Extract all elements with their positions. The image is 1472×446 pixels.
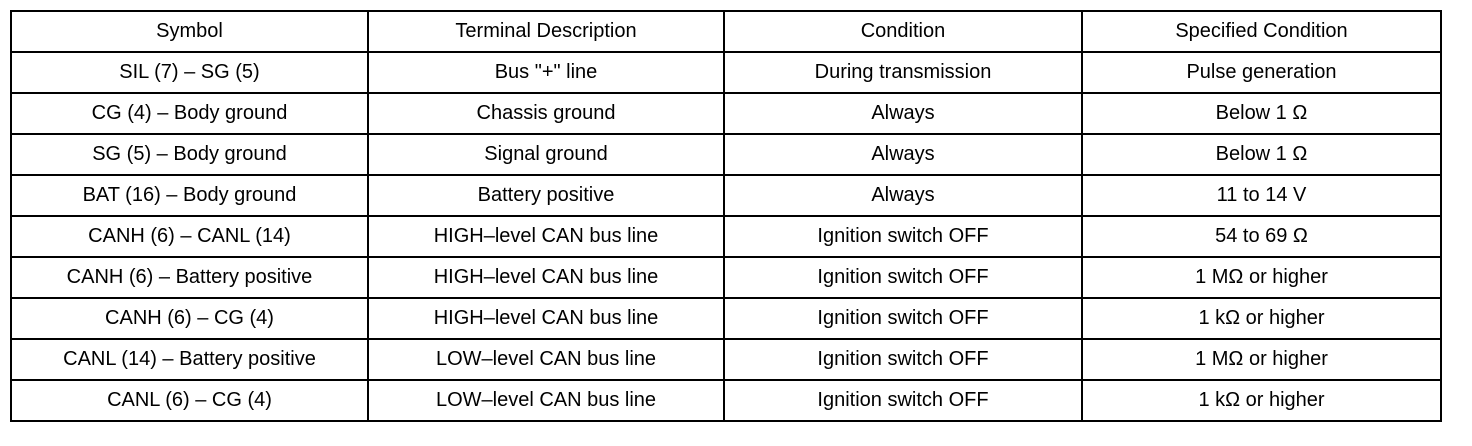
table-row [11, 216, 1441, 257]
cell-symbol: SIL (7) – SG (5) [11, 52, 368, 93]
cell-specified-condition: 1 MΩ or higher [1082, 257, 1441, 298]
cell-specified-condition: Below 1 Ω [1082, 134, 1441, 175]
cell-symbol: CANL (6) – CG (4) [11, 380, 368, 421]
cell-condition: Ignition switch OFF [724, 257, 1082, 298]
cell-terminal-description: Battery positive [368, 175, 724, 216]
header-specified-condition: Specified Condition [1082, 11, 1441, 52]
table-header-row [11, 11, 1441, 52]
table-row [11, 175, 1441, 216]
cell-condition: Always [724, 93, 1082, 134]
cell-condition: Ignition switch OFF [724, 380, 1082, 421]
cell-specified-condition: 1 kΩ or higher [1082, 298, 1441, 339]
cell-condition: Ignition switch OFF [724, 216, 1082, 257]
cell-symbol: CG (4) – Body ground [11, 93, 368, 134]
header-condition: Condition [724, 11, 1082, 52]
cell-symbol: CANH (6) – CG (4) [11, 298, 368, 339]
cell-specified-condition: 1 MΩ or higher [1082, 339, 1441, 380]
cell-condition: Ignition switch OFF [724, 339, 1082, 380]
table-row [11, 298, 1441, 339]
table-row [11, 339, 1441, 380]
cell-terminal-description: HIGH–level CAN bus line [368, 257, 724, 298]
table-row [11, 52, 1441, 93]
cell-condition: Always [724, 134, 1082, 175]
table-row [11, 380, 1441, 421]
cell-symbol: SG (5) – Body ground [11, 134, 368, 175]
cell-terminal-description: Bus "+" line [368, 52, 724, 93]
cell-terminal-description: HIGH–level CAN bus line [368, 216, 724, 257]
cell-specified-condition: 54 to 69 Ω [1082, 216, 1441, 257]
table-row [11, 93, 1441, 134]
cell-symbol: CANH (6) – Battery positive [11, 257, 368, 298]
cell-terminal-description: LOW–level CAN bus line [368, 380, 724, 421]
cell-symbol: CANH (6) – CANL (14) [11, 216, 368, 257]
terminal-spec-table [10, 10, 1442, 422]
header-terminal-description: Terminal Description [368, 11, 724, 52]
cell-condition: Ignition switch OFF [724, 298, 1082, 339]
cell-symbol: CANL (14) – Battery positive [11, 339, 368, 380]
cell-specified-condition: 1 kΩ or higher [1082, 380, 1441, 421]
cell-specified-condition: Below 1 Ω [1082, 93, 1441, 134]
cell-terminal-description: HIGH–level CAN bus line [368, 298, 724, 339]
cell-terminal-description: Signal ground [368, 134, 724, 175]
cell-terminal-description: LOW–level CAN bus line [368, 339, 724, 380]
cell-specified-condition: 11 to 14 V [1082, 175, 1441, 216]
cell-specified-condition: Pulse generation [1082, 52, 1441, 93]
cell-condition: During transmission [724, 52, 1082, 93]
table-row [11, 257, 1441, 298]
cell-condition: Always [724, 175, 1082, 216]
cell-symbol: BAT (16) – Body ground [11, 175, 368, 216]
table-row [11, 134, 1441, 175]
header-symbol: Symbol [11, 11, 368, 52]
cell-terminal-description: Chassis ground [368, 93, 724, 134]
